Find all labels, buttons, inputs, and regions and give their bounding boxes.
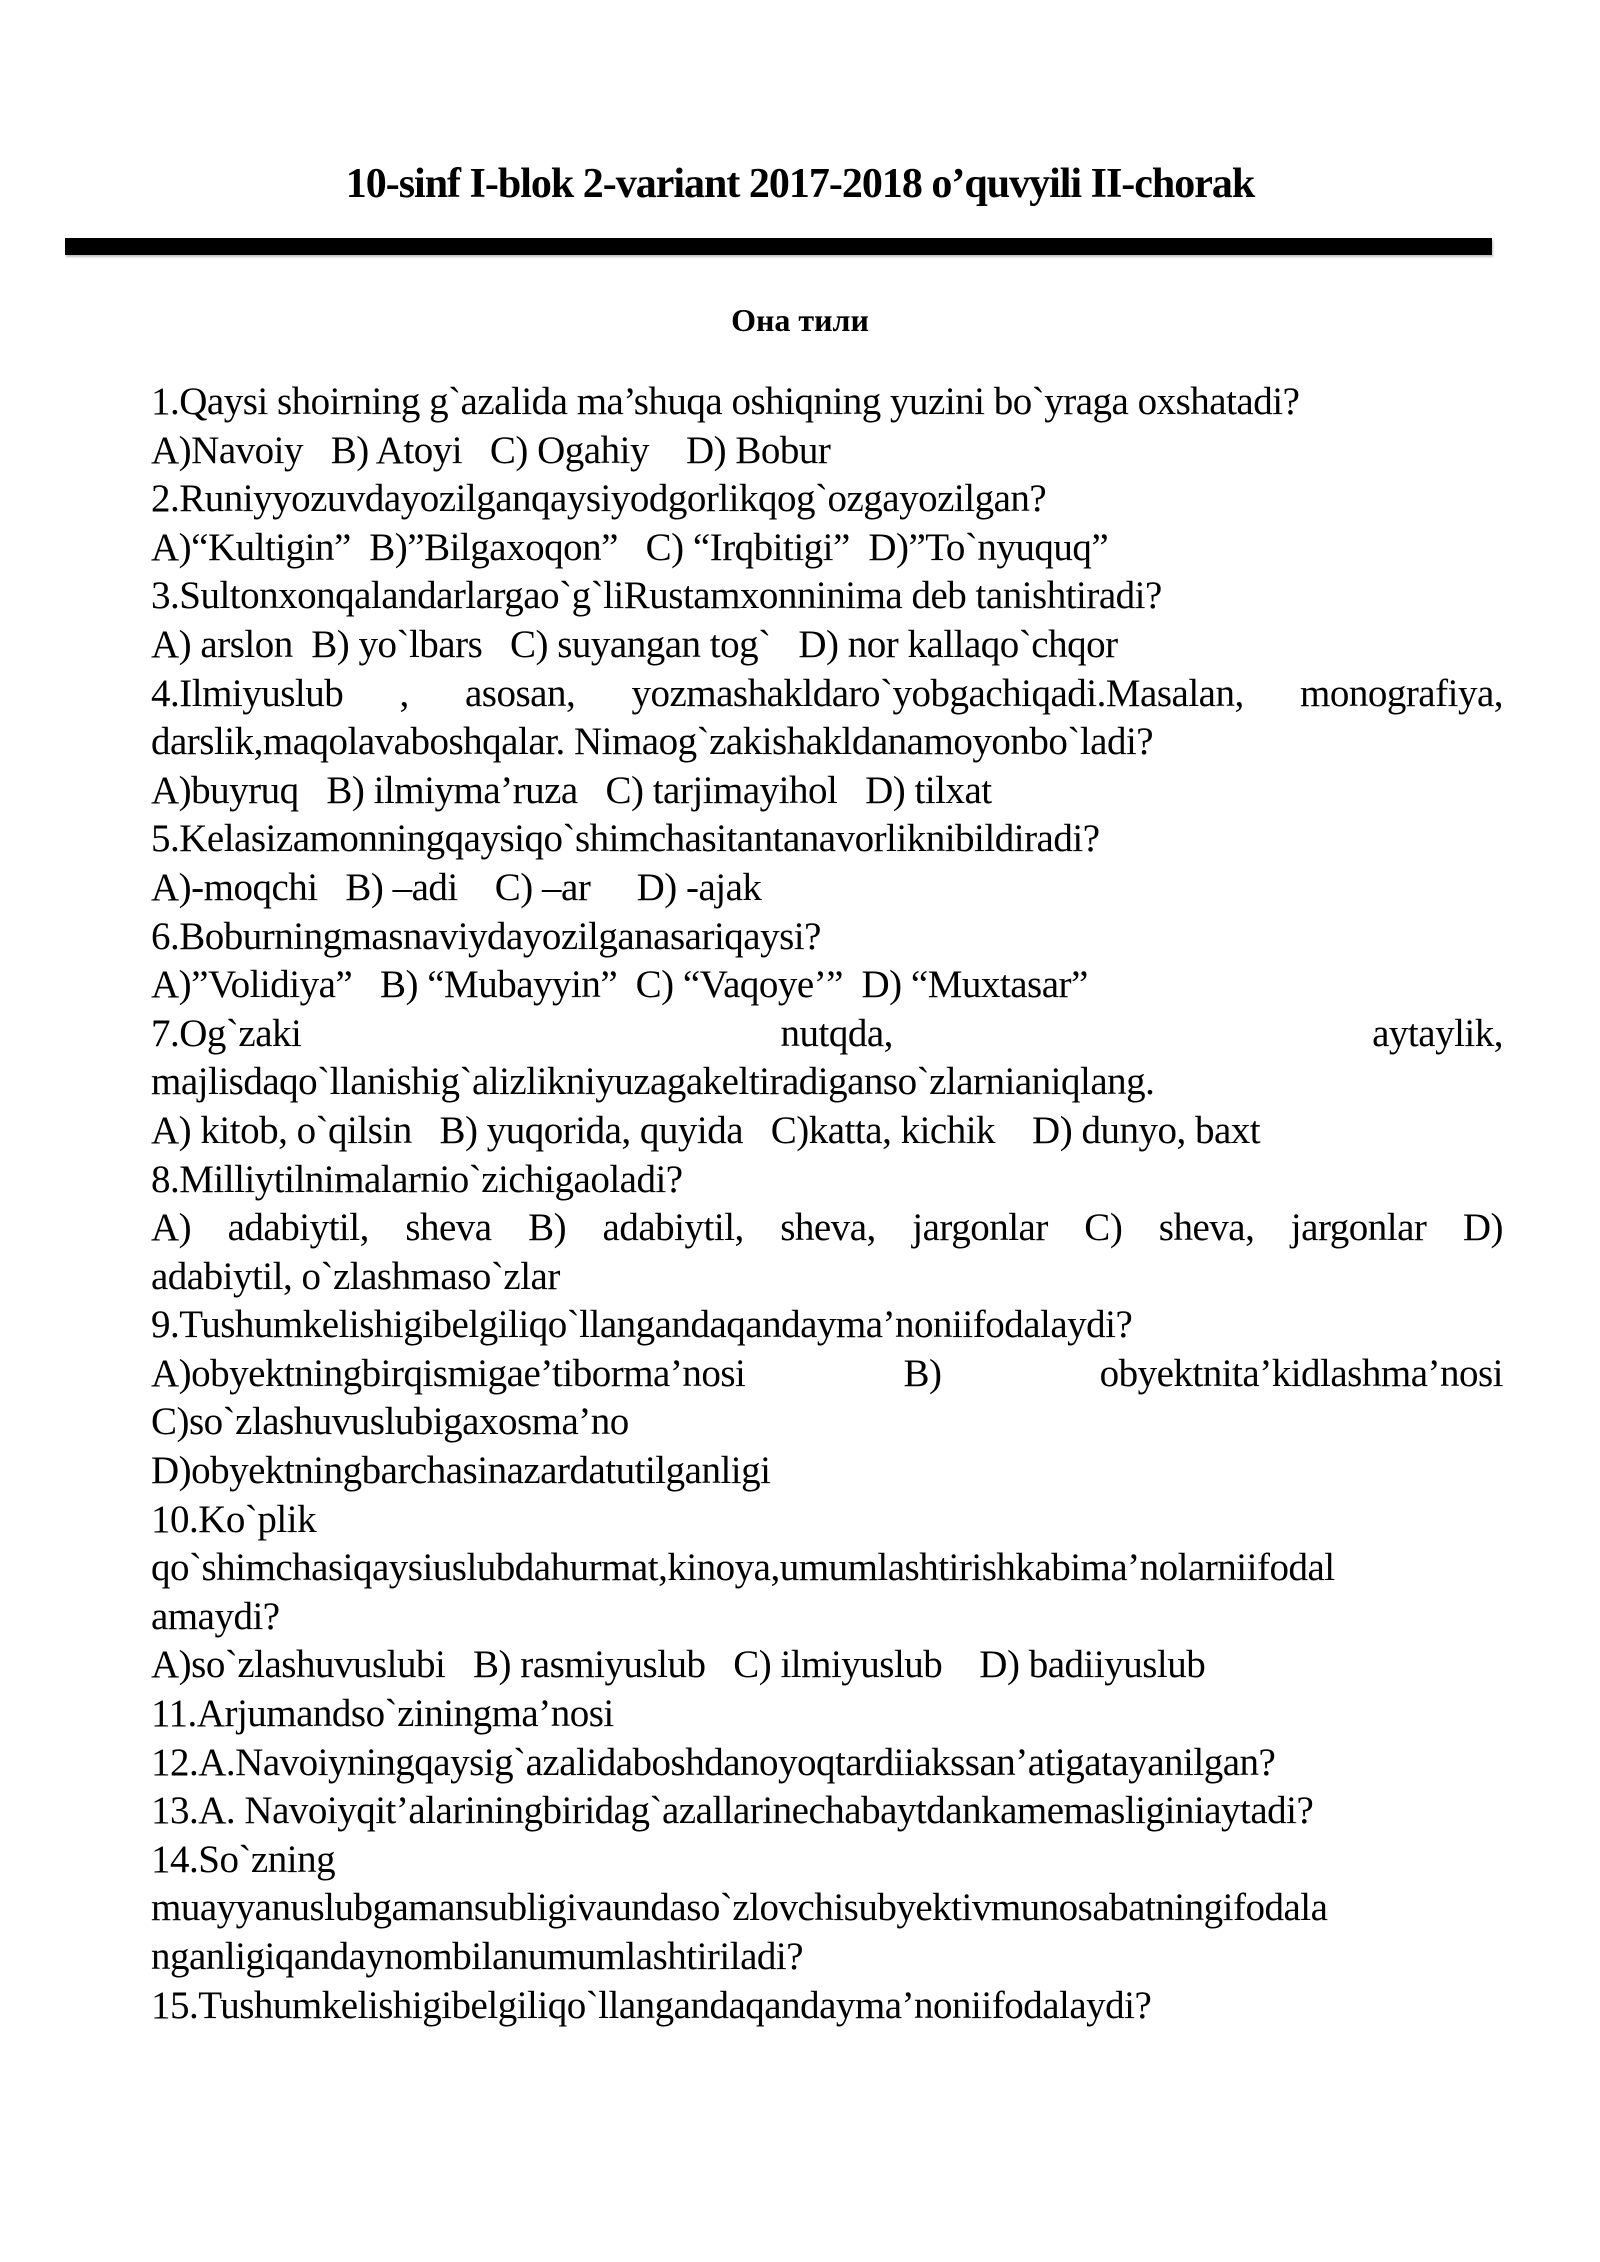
- text-line: 14.So`zning: [151, 1837, 336, 1881]
- text-line: 10.Ko`plik: [151, 1497, 317, 1541]
- text-line: 3.Sultonxonqalandarlargao`g`liRustamxonninima deb tanishtiradi?: [151, 574, 1162, 618]
- text-line: 4.Ilmiyuslub , asosan, yozmashakldaro`yobgachiqadi.Masalan, monografiya,: [151, 671, 1503, 715]
- text-line: 9.Tushumkelishigibelgiliqo`llangandaqandayma’noniifodalaydi?: [151, 1303, 1133, 1347]
- text-line: A) arslon B) yo`lbars C) suyangan tog` D) nor kallaqo`chqor: [151, 622, 1118, 666]
- text-line: A)-moqchi B) –adi C) –ar D) -ajak: [151, 865, 762, 909]
- question-lines: [151, 378, 1503, 2030]
- text-line: 8.Milliytilnimalarnio`zichigaoladi?: [151, 1157, 683, 1201]
- text-line: A)Navoiy B) Atoyi C) Ogahiy D) Bobur: [151, 428, 831, 472]
- text-line: 15.Tushumkelishigibelgiliqo`llangandaqandayma’noniifodalaydi?: [151, 1983, 1152, 2027]
- text-line: darslik,maqolavaboshqalar. Nimaog`zakishakldanamoyonbo`ladi?: [151, 720, 1154, 764]
- text-line: A)obyektningbirqismigae’tiborma’nosi B) obyektnita’kidlashma’nosi: [151, 1351, 1503, 1395]
- text-line: A)”Volidiya” B) “Mubayyin” C) “Vaqoye’” D) “Muxtasar”: [151, 963, 1088, 1007]
- text-line: 7.Og`zaki nutqda, aytaylik,: [151, 1011, 1503, 1055]
- text-line: 13.A. Navoiyqit’alariningbiridag`azallarinechabaytdankamemasliginiaytadi?: [151, 1789, 1314, 1833]
- text-line: qo`shimchasiqaysiuslubdahurmat,kinoya,umumlashtirishkabima’nolarniifodal: [151, 1546, 1335, 1590]
- text-line: A) kitob, o`qilsin B) yuqorida, quyida C)katta, kichik D) dunyo, baxt: [151, 1108, 1261, 1152]
- text-line: 6.Boburningmasnaviydayozilganasariqaysi?: [151, 914, 821, 958]
- text-line: 11.Arjumandso`ziningma’nosi: [151, 1692, 614, 1736]
- text-line: muayyanuslubgamansubligivaundaso`zlovchisubyektivmunosabatningifodala: [151, 1886, 1328, 1930]
- text-line: 5.Kelasizamonningqaysiqo`shimchasitantanavorliknibildiradi?: [151, 817, 1100, 861]
- text-line: 2.Runiyyozuvdayozilganqaysiyodgorlikqog`ozgayozilgan?: [151, 477, 1047, 521]
- text-line: majlisdaqo`llanishig`alizlikniyuzagakeltiradiganso`zlarnianiqlang.: [151, 1060, 1155, 1104]
- text-line: 1.Qaysi shoirning g`azalida ma’shuqa oshiqning yuzini bo`yraga oxshatadi?: [151, 380, 1300, 423]
- text-line: A) adabiytil, sheva B) adabiytil, sheva, jargonlar C) sheva, jargonlar D): [151, 1206, 1503, 1250]
- text-line: 12.A.Navoiyningqaysig`azalidaboshdanoyoqtardiiakssan’atigatayanilgan?: [151, 1740, 1276, 1784]
- text-line: A)buyruq B) ilmiyma’ruza C) tarjimayihol D) tilxat: [151, 768, 992, 812]
- section-heading: Она тили: [731, 302, 869, 338]
- text-line: nganligiqandaynombilanumumlashtiriladi?: [151, 1935, 804, 1978]
- text-line: amaydi?: [151, 1594, 280, 1638]
- divider-bar: [65, 238, 1492, 255]
- text-line: adabiytil, o`zlashmaso`zlar: [151, 1254, 560, 1298]
- text-line: A)so`zlashuvuslubi B) rasmiyuslub C) ilmiyuslub D) badiiyuslub: [151, 1643, 1206, 1687]
- text-line: A)“Kultigin” B)”Bilgaxoqon” C) “Irqbitigi” D)”To`nyuquq”: [151, 525, 1109, 569]
- page-title: 10-sinf I-blok 2-variant 2017-2018 o’quvyili II-chorak: [345, 161, 1255, 207]
- text-line: C)so`zlashuvuslubigaxosma’no: [151, 1400, 629, 1444]
- text-line: D)obyektningbarchasinazardatutilganligi: [151, 1449, 771, 1493]
